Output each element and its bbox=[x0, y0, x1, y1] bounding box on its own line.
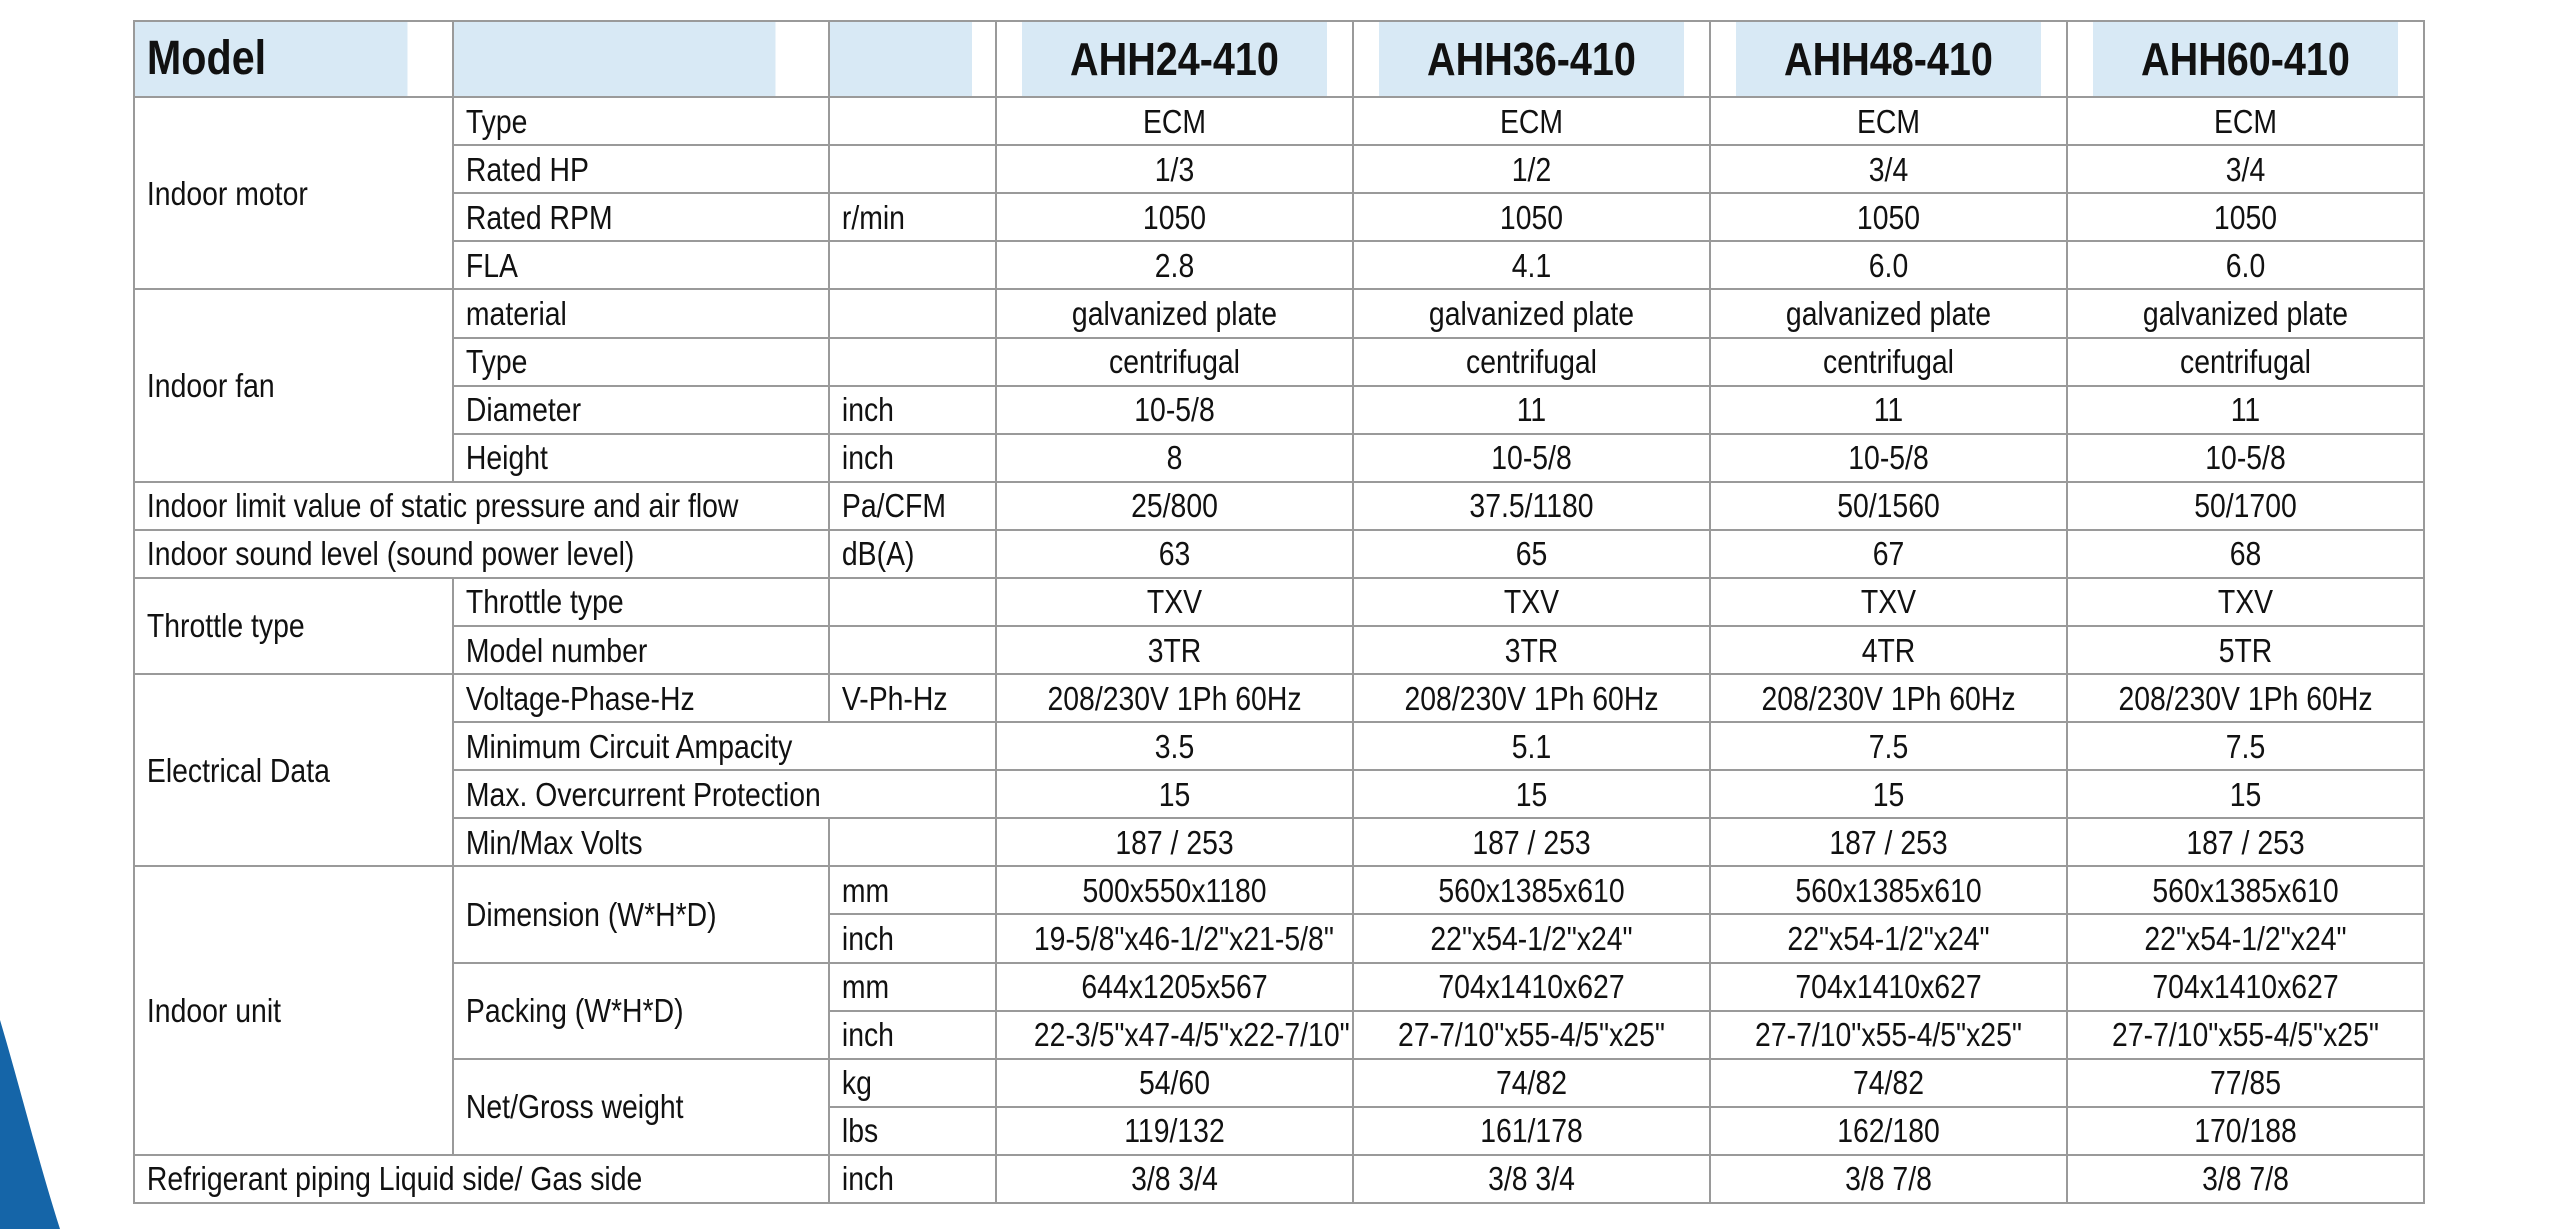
cell-value: 4.1 bbox=[1378, 241, 1685, 289]
cell-value: 15 bbox=[2092, 770, 2399, 818]
cell-value: 187 / 253 bbox=[1735, 818, 2042, 866]
cell-value: 25/800 bbox=[1021, 482, 1328, 530]
table-row bbox=[134, 386, 2424, 434]
row-label: Throttle type bbox=[453, 578, 776, 626]
table-row bbox=[134, 193, 2424, 241]
header-row bbox=[134, 21, 2424, 97]
cell-value: galvanized plate bbox=[2092, 289, 2399, 337]
cell-value: galvanized plate bbox=[1378, 289, 1685, 337]
row-unit bbox=[829, 626, 973, 674]
row-label: FLA bbox=[453, 241, 776, 289]
cell-value: 27-7/10"x55-4/5"x25" bbox=[1735, 1011, 2042, 1059]
row-unit: inch bbox=[829, 1155, 973, 1203]
cell-value: ECM bbox=[1735, 97, 2042, 145]
row-label: Packing (W*H*D) bbox=[453, 963, 776, 1059]
cell-value: 15 bbox=[1735, 770, 2042, 818]
group-label-throttle: Throttle type bbox=[134, 578, 408, 674]
model-column-header: AHH36-410 bbox=[1378, 21, 1685, 97]
table-row bbox=[134, 482, 2424, 530]
cell-value: 3TR bbox=[1021, 626, 1328, 674]
cell-value: 3/4 bbox=[1735, 145, 2042, 193]
cell-value: 208/230V 1Ph 60Hz bbox=[1021, 674, 1328, 722]
cell-value: 67 bbox=[1735, 530, 2042, 578]
cell-value: 22"x54-1/2"x24" bbox=[1378, 914, 1685, 962]
row-unit: lbs bbox=[829, 1107, 973, 1155]
group-label-indoor-motor: Indoor motor bbox=[134, 97, 408, 289]
row-unit bbox=[829, 241, 973, 289]
table-row bbox=[134, 1155, 2424, 1203]
cell-value: 208/230V 1Ph 60Hz bbox=[2092, 674, 2399, 722]
cell-value: 27-7/10"x55-4/5"x25" bbox=[1378, 1011, 1685, 1059]
group-label-indoor-unit: Indoor unit bbox=[134, 866, 408, 1154]
table-row bbox=[134, 963, 2424, 1011]
row-unit: inch bbox=[829, 386, 973, 434]
cell-value: 4TR bbox=[1735, 626, 2042, 674]
cell-value: centrifugal bbox=[1021, 338, 1328, 386]
row-label: Min/Max Volts bbox=[453, 818, 776, 866]
table-row bbox=[134, 578, 2424, 626]
cell-value: 19-5/8"x46-1/2"x21-5/8" bbox=[1021, 914, 1328, 962]
cell-value: ECM bbox=[1378, 97, 1685, 145]
cell-value: 11 bbox=[1378, 386, 1685, 434]
row-unit: Pa/CFM bbox=[829, 482, 973, 530]
table-row bbox=[134, 866, 2424, 914]
row-label: Net/Gross weight bbox=[453, 1059, 776, 1155]
cell-value: 162/180 bbox=[1735, 1107, 2042, 1155]
row-label: Type bbox=[453, 338, 776, 386]
cell-value: 22-3/5"x47-4/5"x22-7/10" bbox=[1021, 1011, 1328, 1059]
row-label: Diameter bbox=[453, 386, 776, 434]
spec-table bbox=[133, 20, 2425, 1204]
header-blank bbox=[829, 21, 973, 97]
cell-value: 6.0 bbox=[2092, 241, 2399, 289]
cell-value: 74/82 bbox=[1735, 1059, 2042, 1107]
cell-value: 1050 bbox=[1735, 193, 2042, 241]
cell-value: 3/4 bbox=[2092, 145, 2399, 193]
row-unit bbox=[829, 818, 973, 866]
cell-value: 74/82 bbox=[1378, 1059, 1685, 1107]
cell-value: 22"x54-1/2"x24" bbox=[1735, 914, 2042, 962]
cell-value: 560x1385x610 bbox=[1735, 866, 2042, 914]
cell-value: TXV bbox=[1021, 578, 1328, 626]
cell-value: centrifugal bbox=[1735, 338, 2042, 386]
row-label: material bbox=[453, 289, 776, 337]
table-row bbox=[134, 626, 2424, 674]
cell-value: 208/230V 1Ph 60Hz bbox=[1378, 674, 1685, 722]
cell-value: 704x1410x627 bbox=[1735, 963, 2042, 1011]
row-unit: V-Ph-Hz bbox=[829, 674, 973, 722]
corner-accent-shape bbox=[0, 1020, 60, 1229]
row-unit bbox=[829, 145, 973, 193]
cell-value: 10-5/8 bbox=[1021, 386, 1328, 434]
table-row bbox=[134, 674, 2424, 722]
header-blank bbox=[453, 21, 776, 97]
model-header-label: Model bbox=[134, 21, 408, 97]
row-label: Refrigerant piping Liquid side/ Gas side bbox=[134, 1155, 732, 1203]
cell-value: 644x1205x567 bbox=[1021, 963, 1328, 1011]
cell-value: ECM bbox=[1021, 97, 1328, 145]
cell-value: 3/8 7/8 bbox=[2092, 1155, 2399, 1203]
row-label: Voltage-Phase-Hz bbox=[453, 674, 776, 722]
cell-value: centrifugal bbox=[1378, 338, 1685, 386]
row-label: Type bbox=[453, 97, 776, 145]
cell-value: 68 bbox=[2092, 530, 2399, 578]
row-unit: inch bbox=[829, 1011, 973, 1059]
cell-value: 1/2 bbox=[1378, 145, 1685, 193]
cell-value: 3TR bbox=[1378, 626, 1685, 674]
model-column-header: AHH48-410 bbox=[1735, 21, 2042, 97]
cell-value: TXV bbox=[2092, 578, 2399, 626]
cell-value: galvanized plate bbox=[1021, 289, 1328, 337]
cell-value: 77/85 bbox=[2092, 1059, 2399, 1107]
cell-value: 3/8 7/8 bbox=[1735, 1155, 2042, 1203]
cell-value: 161/178 bbox=[1378, 1107, 1685, 1155]
table-row bbox=[134, 145, 2424, 193]
cell-value: 560x1385x610 bbox=[2092, 866, 2399, 914]
cell-value: 170/188 bbox=[2092, 1107, 2399, 1155]
table-row bbox=[134, 770, 2424, 818]
row-label: Rated RPM bbox=[453, 193, 776, 241]
cell-value: 1/3 bbox=[1021, 145, 1328, 193]
group-label-electrical: Electrical Data bbox=[134, 674, 408, 866]
row-label: Max. Overcurrent Protection bbox=[453, 770, 920, 818]
row-unit bbox=[829, 338, 973, 386]
cell-value: 11 bbox=[2092, 386, 2399, 434]
cell-value: 187 / 253 bbox=[1021, 818, 1328, 866]
cell-value: 10-5/8 bbox=[2092, 434, 2399, 482]
row-unit: kg bbox=[829, 1059, 973, 1107]
row-label: Model number bbox=[453, 626, 776, 674]
cell-value: 560x1385x610 bbox=[1378, 866, 1685, 914]
row-unit: inch bbox=[829, 914, 973, 962]
cell-value: 15 bbox=[1021, 770, 1328, 818]
cell-value: 10-5/8 bbox=[1735, 434, 2042, 482]
group-label-indoor-fan: Indoor fan bbox=[134, 289, 408, 481]
cell-value: 27-7/10"x55-4/5"x25" bbox=[2092, 1011, 2399, 1059]
row-label: Dimension (W*H*D) bbox=[453, 866, 776, 962]
cell-value: 704x1410x627 bbox=[2092, 963, 2399, 1011]
cell-value: 2.8 bbox=[1021, 241, 1328, 289]
cell-value: 500x550x1180 bbox=[1021, 866, 1328, 914]
table-row bbox=[134, 241, 2424, 289]
cell-value: 1050 bbox=[2092, 193, 2399, 241]
cell-value: 65 bbox=[1378, 530, 1685, 578]
row-label: Height bbox=[453, 434, 776, 482]
cell-value: 54/60 bbox=[1021, 1059, 1328, 1107]
cell-value: TXV bbox=[1735, 578, 2042, 626]
cell-value: 37.5/1180 bbox=[1378, 482, 1685, 530]
cell-value: 5TR bbox=[2092, 626, 2399, 674]
cell-value: 3.5 bbox=[1021, 722, 1328, 770]
cell-value: 1050 bbox=[1378, 193, 1685, 241]
row-unit: mm bbox=[829, 866, 973, 914]
table-row bbox=[134, 722, 2424, 770]
cell-value: 704x1410x627 bbox=[1378, 963, 1685, 1011]
table-row bbox=[134, 530, 2424, 578]
row-unit bbox=[829, 289, 973, 337]
cell-value: TXV bbox=[1378, 578, 1685, 626]
cell-value: centrifugal bbox=[2092, 338, 2399, 386]
table-row bbox=[134, 1059, 2424, 1107]
cell-value: 187 / 253 bbox=[2092, 818, 2399, 866]
cell-value: 50/1700 bbox=[2092, 482, 2399, 530]
cell-value: 7.5 bbox=[1735, 722, 2042, 770]
cell-value: 5.1 bbox=[1378, 722, 1685, 770]
table-row bbox=[134, 818, 2424, 866]
cell-value: 8 bbox=[1021, 434, 1328, 482]
cell-value: 3/8 3/4 bbox=[1021, 1155, 1328, 1203]
cell-value: 187 / 253 bbox=[1378, 818, 1685, 866]
row-label: Rated HP bbox=[453, 145, 776, 193]
row-unit: r/min bbox=[829, 193, 973, 241]
row-unit bbox=[829, 97, 973, 145]
cell-value: 10-5/8 bbox=[1378, 434, 1685, 482]
row-label: Minimum Circuit Ampacity bbox=[453, 722, 920, 770]
table-row bbox=[134, 97, 2424, 145]
cell-value: 3/8 3/4 bbox=[1378, 1155, 1685, 1203]
cell-value: 11 bbox=[1735, 386, 2042, 434]
model-column-header: AHH60-410 bbox=[2092, 21, 2399, 97]
table-row bbox=[134, 434, 2424, 482]
row-unit: dB(A) bbox=[829, 530, 973, 578]
row-label: Indoor limit value of static pressure and air flow bbox=[134, 482, 732, 530]
model-column-header: AHH24-410 bbox=[1021, 21, 1328, 97]
cell-value: 22"x54-1/2"x24" bbox=[2092, 914, 2399, 962]
cell-value: galvanized plate bbox=[1735, 289, 2042, 337]
cell-value: 63 bbox=[1021, 530, 1328, 578]
row-label: Indoor sound level (sound power level) bbox=[134, 530, 732, 578]
table-row bbox=[134, 338, 2424, 386]
row-unit: inch bbox=[829, 434, 973, 482]
table-row bbox=[134, 289, 2424, 337]
cell-value: 7.5 bbox=[2092, 722, 2399, 770]
cell-value: 6.0 bbox=[1735, 241, 2042, 289]
cell-value: ECM bbox=[2092, 97, 2399, 145]
cell-value: 208/230V 1Ph 60Hz bbox=[1735, 674, 2042, 722]
row-unit: mm bbox=[829, 963, 973, 1011]
cell-value: 1050 bbox=[1021, 193, 1328, 241]
cell-value: 119/132 bbox=[1021, 1107, 1328, 1155]
row-unit bbox=[829, 578, 973, 626]
cell-value: 15 bbox=[1378, 770, 1685, 818]
cell-value: 50/1560 bbox=[1735, 482, 2042, 530]
